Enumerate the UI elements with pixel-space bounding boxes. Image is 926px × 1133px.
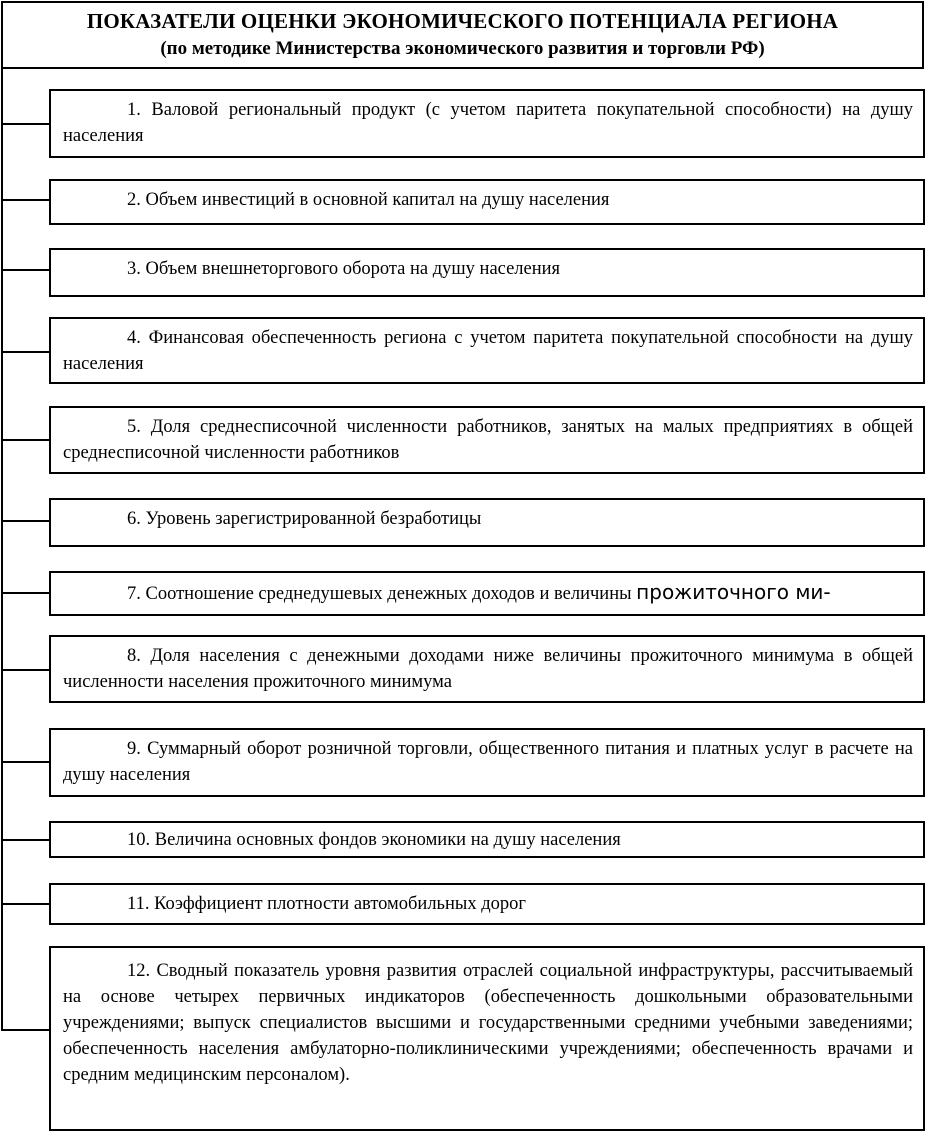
diagram-subtitle: (по методике Министерства экономического развития и торговли РФ) [160,38,765,59]
connector-4 [1,351,50,353]
indicator-box-1 [49,89,925,158]
diagram-header [1,1,924,69]
indicator-text-12: 12. Сводный показатель уровня развития отраслей социальной инфраструктуры, рассчитываемый на основе четырех первичных индикаторов (обеспеченность дошкольными образовательными учреждениями; выпуск специалистов высшими и государственными средними учебными заведениями; обеспеченность населения амбулаторно-поликлиническими учреждениями; обеспеченность врачами и средним медицинским персоналом). [63,961,913,1085]
diagram-title: ПОКАЗАТЕЛИ ОЦЕНКИ ЭКОНОМИЧЕСКОГО ПОТЕНЦИАЛА РЕГИОНА [86,9,839,33]
connector-12 [1,1029,50,1031]
connector-3 [1,269,50,271]
connector-2 [1,199,50,201]
connector-11 [1,903,50,905]
indicator-box-7 [49,571,925,616]
indicator-text-2: 2. Объем инвестиций в основной капитал на душу населения [127,190,610,210]
indicator-text-10: 10. Величина основных фондов экономики на душу населения [127,830,621,850]
indicator-text-6: 6. Уровень зарегистрированной безработицы [127,509,482,529]
connector-1 [1,123,50,125]
indicator-text-9: 9. Суммарный оборот розничной торговли, общественного питания и платных услуг в расчете на душу населения [63,739,913,785]
indicator-box-8 [49,635,925,703]
indicator-text-4: 4. Финансовая обеспеченность региона с учетом паритета покупательной способности на душу населения [63,328,913,374]
connector-10 [1,839,50,841]
indicator-text-5: 5. Доля среднесписочной численности работников, занятых на малых предприятиях в общей среднесписочной численности работников [63,417,913,463]
connector-spine [1,69,3,1031]
connector-5 [1,439,50,441]
indicator-box-12 [49,946,925,1131]
indicator-text-3: 3. Объем внешнеторгового оборота на душу населения [127,259,561,279]
connector-8 [1,669,50,671]
indicator-box-10 [49,821,925,858]
indicator-box-5 [49,406,925,474]
indicator-box-2 [49,179,925,225]
indicator-box-6 [49,498,925,547]
indicator-box-9 [49,728,925,797]
connector-6 [1,520,50,522]
indicator-box-4 [49,317,925,384]
connector-7 [1,592,50,594]
indicator-text-8: 8. Доля населения с денежными доходами ниже величины прожиточного минимума в общей численности населения прожиточного минимума [63,646,913,692]
indicator-text-7-main: 7. Соотношение среднедушевых денежных доходов и величины [127,584,632,604]
connector-9 [1,761,50,763]
indicator-text-1: 1. Валовой региональный продукт (с учетом паритета покупательной способности) на душу населения [63,100,913,146]
indicator-text-11: 11. Коэффициент плотности автомобильных дорог [127,894,526,914]
indicator-text-7-tail: прожиточного ми- [636,580,831,604]
indicator-box-11 [49,883,925,925]
indicator-text-7 [63,579,913,607]
indicator-box-3 [49,248,925,297]
